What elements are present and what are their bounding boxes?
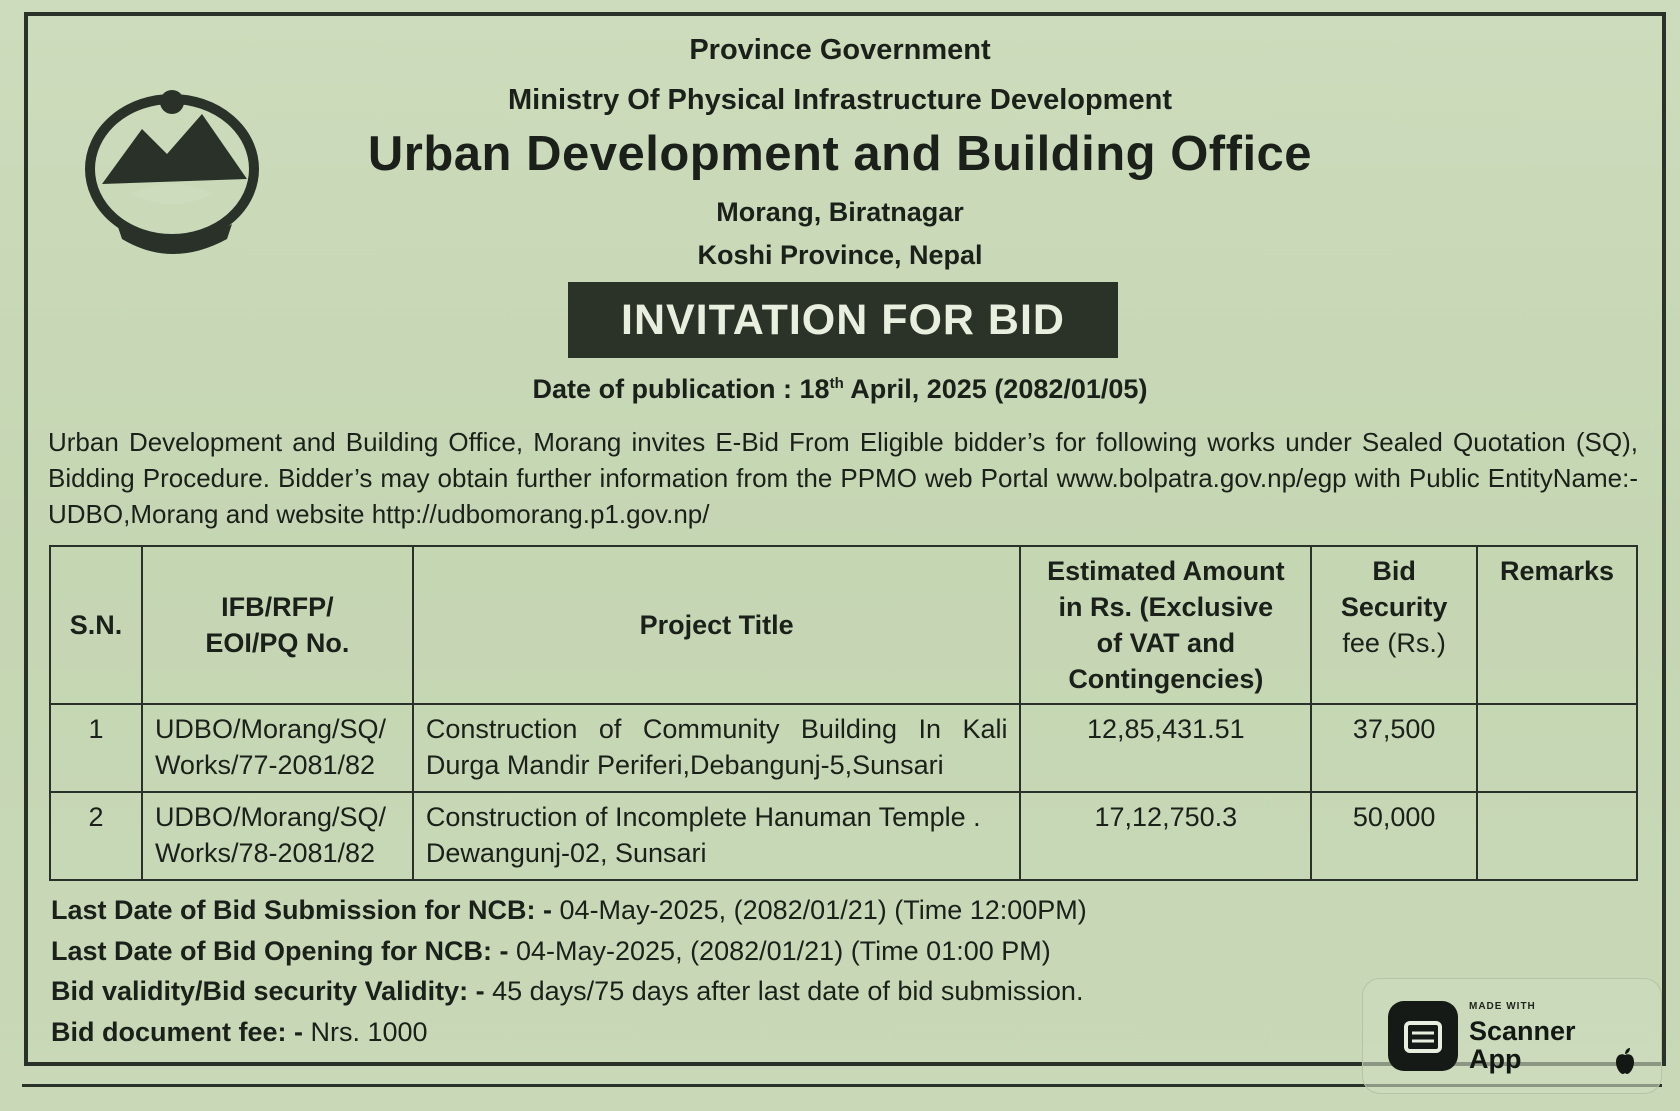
cell-sn: 1 bbox=[50, 704, 142, 792]
ministry-heading: Ministry Of Physical Infrastructure Development bbox=[508, 84, 1172, 116]
publication-date: Date of publication : 18th April, 2025 (2082/01/05) bbox=[532, 374, 1148, 404]
apple-logo-icon bbox=[1613, 1047, 1637, 1075]
table-header-row bbox=[50, 546, 1637, 704]
scanner-app-name: Scanner App bbox=[1469, 1016, 1576, 1074]
cell-project-title: Construction of Incomplete Hanuman Temple . Dewangunj-02, Sunsari bbox=[413, 792, 1021, 880]
location-line-1: Morang, Biratnagar bbox=[716, 197, 964, 227]
cell-ifb-no: UDBO/Morang/SQ/ Works/77-2081/82 bbox=[142, 704, 413, 792]
made-with-label: MADE WITH bbox=[1469, 1001, 1536, 1012]
header-sn: S.N. bbox=[50, 546, 142, 704]
cell-remarks bbox=[1477, 792, 1637, 880]
header-estimated-amount: Estimated Amount in Rs. (Exclusive of VAT and Contingencies) bbox=[1020, 546, 1311, 704]
cell-project-title: Construction of Community Building In Kali Durga Mandir Periferi,Debangunj-5,Sunsari bbox=[413, 704, 1021, 792]
cell-remarks bbox=[1477, 704, 1637, 792]
header-bid-security: Bid Security fee (Rs.) bbox=[1311, 546, 1477, 704]
table-row bbox=[50, 792, 1637, 880]
province-government-heading: Province Government bbox=[689, 34, 991, 66]
header-remarks: Remarks bbox=[1477, 546, 1637, 704]
cell-ifb-no: UDBO/Morang/SQ/ Works/78-2081/82 bbox=[142, 792, 413, 880]
cell-bid-security: 37,500 bbox=[1311, 704, 1477, 792]
table-row bbox=[50, 704, 1637, 792]
cell-estimated-amount: 12,85,431.51 bbox=[1020, 704, 1311, 792]
cell-sn: 2 bbox=[50, 792, 142, 880]
scanner-app-watermark bbox=[1362, 978, 1662, 1094]
bid-table bbox=[49, 545, 1638, 881]
header-project-title: Project Title bbox=[413, 546, 1021, 704]
bid-document-fee: Bid document fee: - Nrs. 1000 bbox=[51, 1017, 428, 1047]
intro-paragraph: Urban Development and Building Office, Morang invites E-Bid From Eligible bidder’s for following works under Sealed Quotation (SQ), Bidding Procedure. Bidder’s may obtain further information from the PPMO web Portal www.bolpatra.gov.np/egp with Public EntityName:- UDBO,Morang and website http://udbomorang.p1.gov.np/ bbox=[48, 427, 1638, 529]
invitation-banner: INVITATION FOR BID bbox=[568, 282, 1118, 358]
scanner-app-icon bbox=[1388, 1001, 1458, 1071]
bid-validity: Bid validity/Bid security Validity: - 45 days/75 days after last date of bid submission. bbox=[51, 976, 1084, 1006]
opening-date: Last Date of Bid Opening for NCB: - 04-May-2025, (2082/01/21) (Time 01:00 PM) bbox=[51, 936, 1051, 966]
cell-estimated-amount: 17,12,750.3 bbox=[1020, 792, 1311, 880]
header-ifb-no: IFB/RFP/ EOI/PQ No. bbox=[142, 546, 413, 704]
cell-bid-security: 50,000 bbox=[1311, 792, 1477, 880]
submission-deadline: Last Date of Bid Submission for NCB: - 04-May-2025, (2082/01/21) (Time 12:00PM) bbox=[51, 895, 1087, 925]
location-line-2: Koshi Province, Nepal bbox=[697, 240, 983, 270]
office-title: Urban Development and Building Office bbox=[367, 127, 1313, 181]
